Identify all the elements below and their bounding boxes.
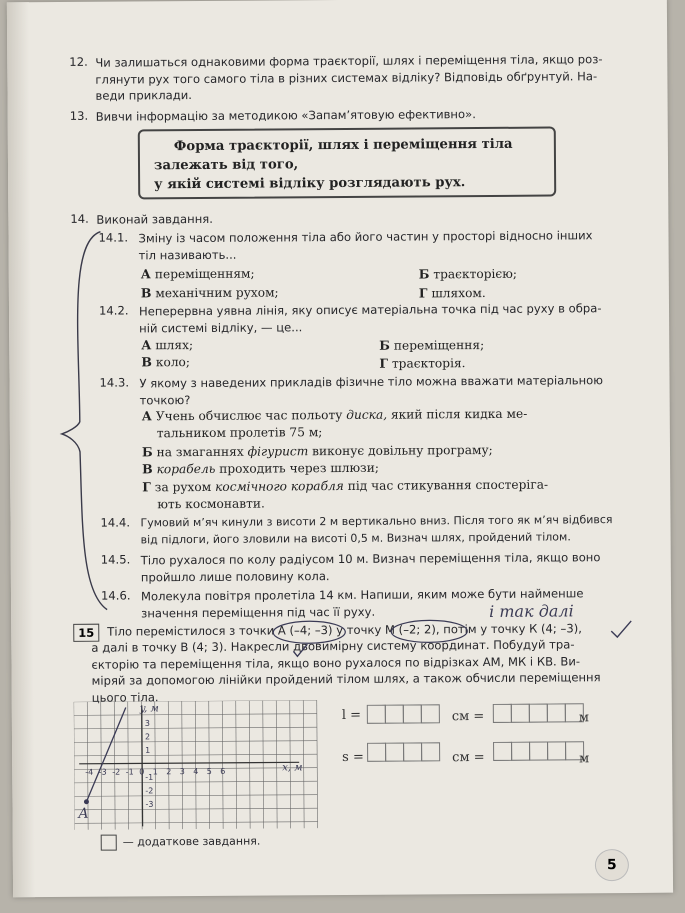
q14-4-line2: від підлоги, його зловили на висоті 0,5 м. Визнач шлях, пройдений тілом. (140, 529, 571, 546)
x-tick-label: 4 (193, 766, 199, 777)
y-tick-label: 3 (144, 718, 151, 728)
option-text: за рухом (154, 479, 212, 495)
option-text: на змаганнях (156, 444, 244, 460)
grid-line-v (220, 701, 226, 829)
x-axis-label: x, м (282, 762, 303, 774)
pen-marks (271, 613, 651, 666)
grid-line-v (263, 701, 264, 829)
grid-line-v (317, 700, 318, 828)
q14-text: Виконай завдання. (96, 211, 213, 227)
q12-line3: веди приклади. (95, 88, 193, 103)
q14-3-line1: У якому з наведених прикладів фізичне тіло можна вважати матеріальною (139, 373, 604, 391)
option-italic: корабель (156, 461, 216, 477)
q14-1-number: 14.1. (98, 230, 129, 245)
x-tick-label: 6 (220, 766, 226, 776)
q14-2-line2: ній системі відліку, — це... (139, 319, 303, 335)
x-tick-label: -2 (112, 767, 121, 777)
x-tick-label: 2 (166, 767, 172, 777)
q14-4-text (140, 512, 650, 549)
l-m-label: м (578, 710, 590, 726)
q14-2-line1: Неперервна уявна лінія, яку описує матеріальна точка під час руху в обра- (138, 301, 602, 319)
option-text: коло; (155, 355, 191, 370)
x-tick-label: -3 (98, 767, 107, 777)
option-italic: космічного корабля (215, 478, 344, 494)
q14-1-option-v[interactable] (141, 283, 279, 302)
grid-line-v (128, 701, 129, 829)
option-letter: Г (379, 355, 389, 371)
box-line3: у якій системі відліку розглядають рух. (154, 175, 466, 193)
handwritten-brace (48, 222, 111, 622)
q14-4-number: 14.4. (100, 515, 131, 530)
x-tick-label: 5 (206, 766, 212, 776)
q14-3-option-a[interactable] (142, 404, 632, 442)
grid-line-v (249, 701, 250, 829)
q13-number: 13. (69, 108, 89, 123)
box-line2: залежать від того, (153, 157, 299, 174)
grid-line-v (166, 701, 172, 829)
option-italic: диска, (346, 407, 388, 422)
option-text: який після кидка ме- (390, 406, 528, 422)
q14-1-option-a[interactable] (141, 265, 255, 284)
q14-1-line1: Зміну із часом положення тіла або його частин у просторі відносно інших (138, 228, 593, 246)
y-tick-label: -2 (145, 786, 154, 796)
s-m-cells[interactable] (494, 741, 584, 761)
y-tick-label: 1 (145, 745, 151, 755)
q14-number: 14. (70, 211, 89, 226)
q14-2-text (139, 300, 639, 336)
grid-line-v (206, 701, 212, 829)
workbook-page (7, 0, 673, 897)
x-axis (79, 762, 299, 764)
q15-number-box: 15 (73, 624, 99, 642)
option-text: траєкторія. (391, 356, 466, 371)
x-tick-label: -4 (85, 767, 94, 777)
q14-2-number: 14.2. (98, 303, 129, 318)
y-tick-label: 2 (144, 732, 151, 742)
option-letter: В (142, 461, 153, 477)
option-letter: Г (418, 285, 428, 301)
q14-3-number: 14.3. (99, 375, 130, 390)
y-tick-label: -1 (145, 772, 154, 782)
q14-6-line1: Молекула повітря пролетіла 14 км. Напиши, яким може бути найменше (140, 586, 584, 604)
y-axis (142, 705, 143, 826)
option-letter: А (141, 337, 152, 353)
q14-3-text (139, 372, 639, 408)
option-letter: В (141, 354, 153, 370)
q12-line2: глянути рух того самого тіла в різних системах відліку? Відповідь обґрунтуй. На- (95, 68, 598, 87)
x-tick-label: 1 (152, 767, 158, 777)
q14-4-line1: Гумовий м’яч кинули з висоти 2 м вертикально вниз. Після того як м’яч відбився (140, 513, 613, 530)
option-text: під час стикування спостеріга- (347, 477, 549, 493)
q14-2-option-g[interactable] (379, 354, 465, 373)
s-m-label: м (579, 751, 590, 767)
grid-line-v (236, 701, 237, 829)
option-text: тальником пролетів 75 м; (156, 425, 323, 441)
point-a (84, 799, 89, 804)
grid-line-v (114, 702, 115, 830)
q15-line3: єкторію та переміщення тіла, якщо воно рухалося по відрізках АМ, МК і КВ. Ви- (91, 653, 581, 672)
q12-line1: Чи залишаться однаковими форма траєкторії, шлях і переміщення тіла, якщо роз- (95, 52, 603, 70)
option-text: траєкторією; (433, 266, 517, 282)
trajectory-line (86, 708, 127, 802)
grid-line-v (303, 700, 304, 828)
l-label: l = (341, 707, 362, 723)
option-letter: В (140, 285, 152, 301)
option-letter: А (140, 266, 152, 282)
q15-line1: Тіло перемістилося з точки А (–4; –3) у точку М (–2; 2), потім у точку К (4; –3), (107, 621, 582, 639)
q15-line2: а далі в точку В (4; 3). Накресли двовимірну систему координат. Побудуй тра- (91, 637, 575, 655)
q14-1-option-b[interactable] (419, 265, 517, 284)
option-text: механічним рухом; (155, 285, 279, 301)
q13-text: Вивчи інформацію за методикою «Запам’ятовую ефективно». (95, 107, 476, 124)
option-text: ють космонавти. (157, 496, 265, 512)
s-cm-cells[interactable] (368, 742, 440, 762)
q12-text (95, 51, 655, 104)
option-text: переміщення; (393, 337, 485, 353)
q14-5-text (141, 549, 641, 585)
option-letter: Г (142, 479, 151, 495)
q14-1-line2: тіл називають... (138, 247, 237, 262)
grid-line-v (193, 701, 199, 829)
q14-3-line2: точкою? (139, 392, 191, 407)
grid-line-v (74, 702, 75, 830)
q14-2-option-v[interactable] (141, 353, 190, 371)
q14-6-number: 14.6. (100, 588, 131, 603)
y-axis-label: y, м (139, 703, 159, 715)
l-m-cells[interactable] (494, 703, 584, 723)
option-text: шляхом. (431, 285, 486, 301)
grid-line-v (276, 700, 277, 828)
point-a-label: A (78, 805, 89, 822)
q14-3-option-g[interactable] (142, 475, 632, 513)
box-line1: Форма траєкторії, шлях і переміщення тіла (173, 136, 513, 155)
option-letter: А (141, 408, 152, 424)
q14-5-number: 14.5. (100, 552, 131, 567)
grid-line-v (179, 701, 185, 829)
grid-line-v (152, 701, 158, 829)
q15-line4: міряй за допомогою лінійки пройдений тілом шлях, а також обчисли переміщення (91, 670, 601, 688)
handwritten-note: і так далі (489, 601, 574, 621)
q14-2-option-b[interactable] (379, 336, 484, 355)
q14-5-line1: Тіло рухалося по колу радіусом 10 м. Визнач переміщення тіла, якщо воно (140, 550, 601, 568)
s-label: s = (342, 749, 364, 765)
extra-task-icon (101, 835, 117, 851)
l-cm-label: см = (451, 708, 485, 725)
q14-3-option-v[interactable] (142, 459, 379, 479)
page-spine (7, 2, 35, 897)
extra-task-legend: — додаткове завдання. (122, 834, 261, 849)
x-tick-label: 0 (139, 767, 145, 777)
option-letter: Б (379, 337, 391, 353)
option-text: переміщенням; (154, 266, 255, 282)
option-italic: фігурист (247, 444, 309, 459)
option-text: шлях; (155, 338, 194, 353)
option-letter: Б (418, 266, 430, 282)
q14-1-option-g[interactable] (419, 284, 486, 302)
q14-6-line2: значення переміщення під час її руху. (141, 604, 376, 620)
page-number: 5 (595, 849, 629, 881)
q14-2-option-a[interactable] (141, 336, 193, 354)
q14-5-line2: пройшло лише половину кола. (140, 568, 330, 584)
option-letter: Б (141, 444, 153, 460)
option-text: виконує довільну програму; (312, 442, 493, 459)
y-tick-label: -3 (145, 799, 154, 809)
x-tick-label: -1 (125, 767, 134, 777)
s-cm-label: см = (452, 749, 485, 766)
q13-info-box (138, 126, 556, 199)
option-text: проходить через шлюзи; (219, 460, 379, 476)
q12-number: 12. (69, 54, 88, 69)
x-tick-label: 3 (179, 767, 185, 777)
l-cm-cells[interactable] (368, 704, 440, 724)
q14-1-text (138, 227, 638, 263)
q15-line5: цього тіла. (91, 689, 159, 705)
option-text: Учень обчислює час польоту (155, 407, 343, 424)
